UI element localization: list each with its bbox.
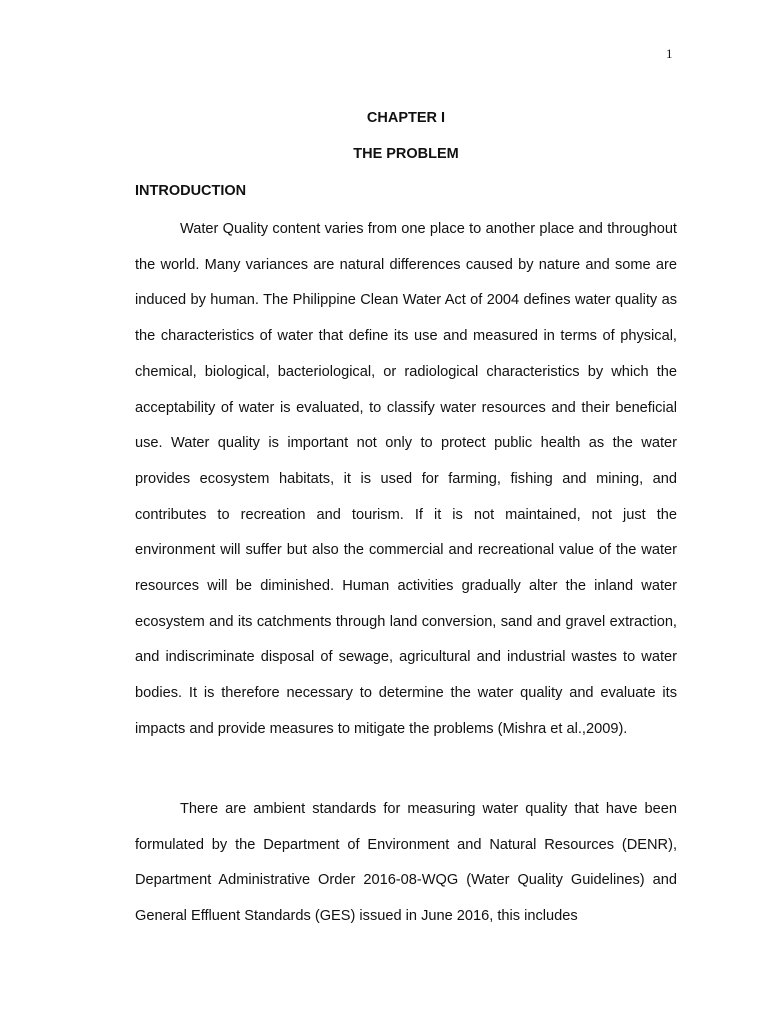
chapter-heading: CHAPTER I xyxy=(366,110,446,126)
section-heading-introduction: INTRODUCTION xyxy=(135,183,247,199)
page-number: 1 xyxy=(666,46,673,61)
chapter-title: THE PROBLEM xyxy=(353,146,459,162)
body-paragraph-1: Water Quality content varies from one place to another place and throughout the world. Many variances are natural differences caused by nature and some are induced by human. The Philippine Clean Water Act of 2004 defines water quality as the characteristics of water that define its use and measured in terms of physical, chemical, biological, bacteriological, or radiological characteristics by which the acceptability of water is evaluated, to classify water resources and their beneficial use. Water quality is important not only to protect public health as the water provides ecosystem habitats, it is used for farming, fishing and mining, and contributes to recreation and tourism. If it is not maintained, not just the environment will suffer but also the commercial and recreational value of the water resources will be diminished. Human activities gradually alter the inland water ecosystem and its catchments through land conversion, sand and gravel extraction, and indiscriminate disposal of sewage, agricultural and industrial wastes to water bodies. It is therefore necessary to determine the water quality and evaluate its impacts and provide measures to mitigate the problems (Mishra et al.,2009). xyxy=(135,221,677,737)
body-paragraph-2: There are ambient standards for measuring water quality that have been formulated by the Department of Environment and Natural Resources (DENR), Department Administrative Order 2016-08-WQG (Water Quality Guidelines) and General Effluent Standards (GES) issued in June 2016, this includes xyxy=(135,801,677,925)
